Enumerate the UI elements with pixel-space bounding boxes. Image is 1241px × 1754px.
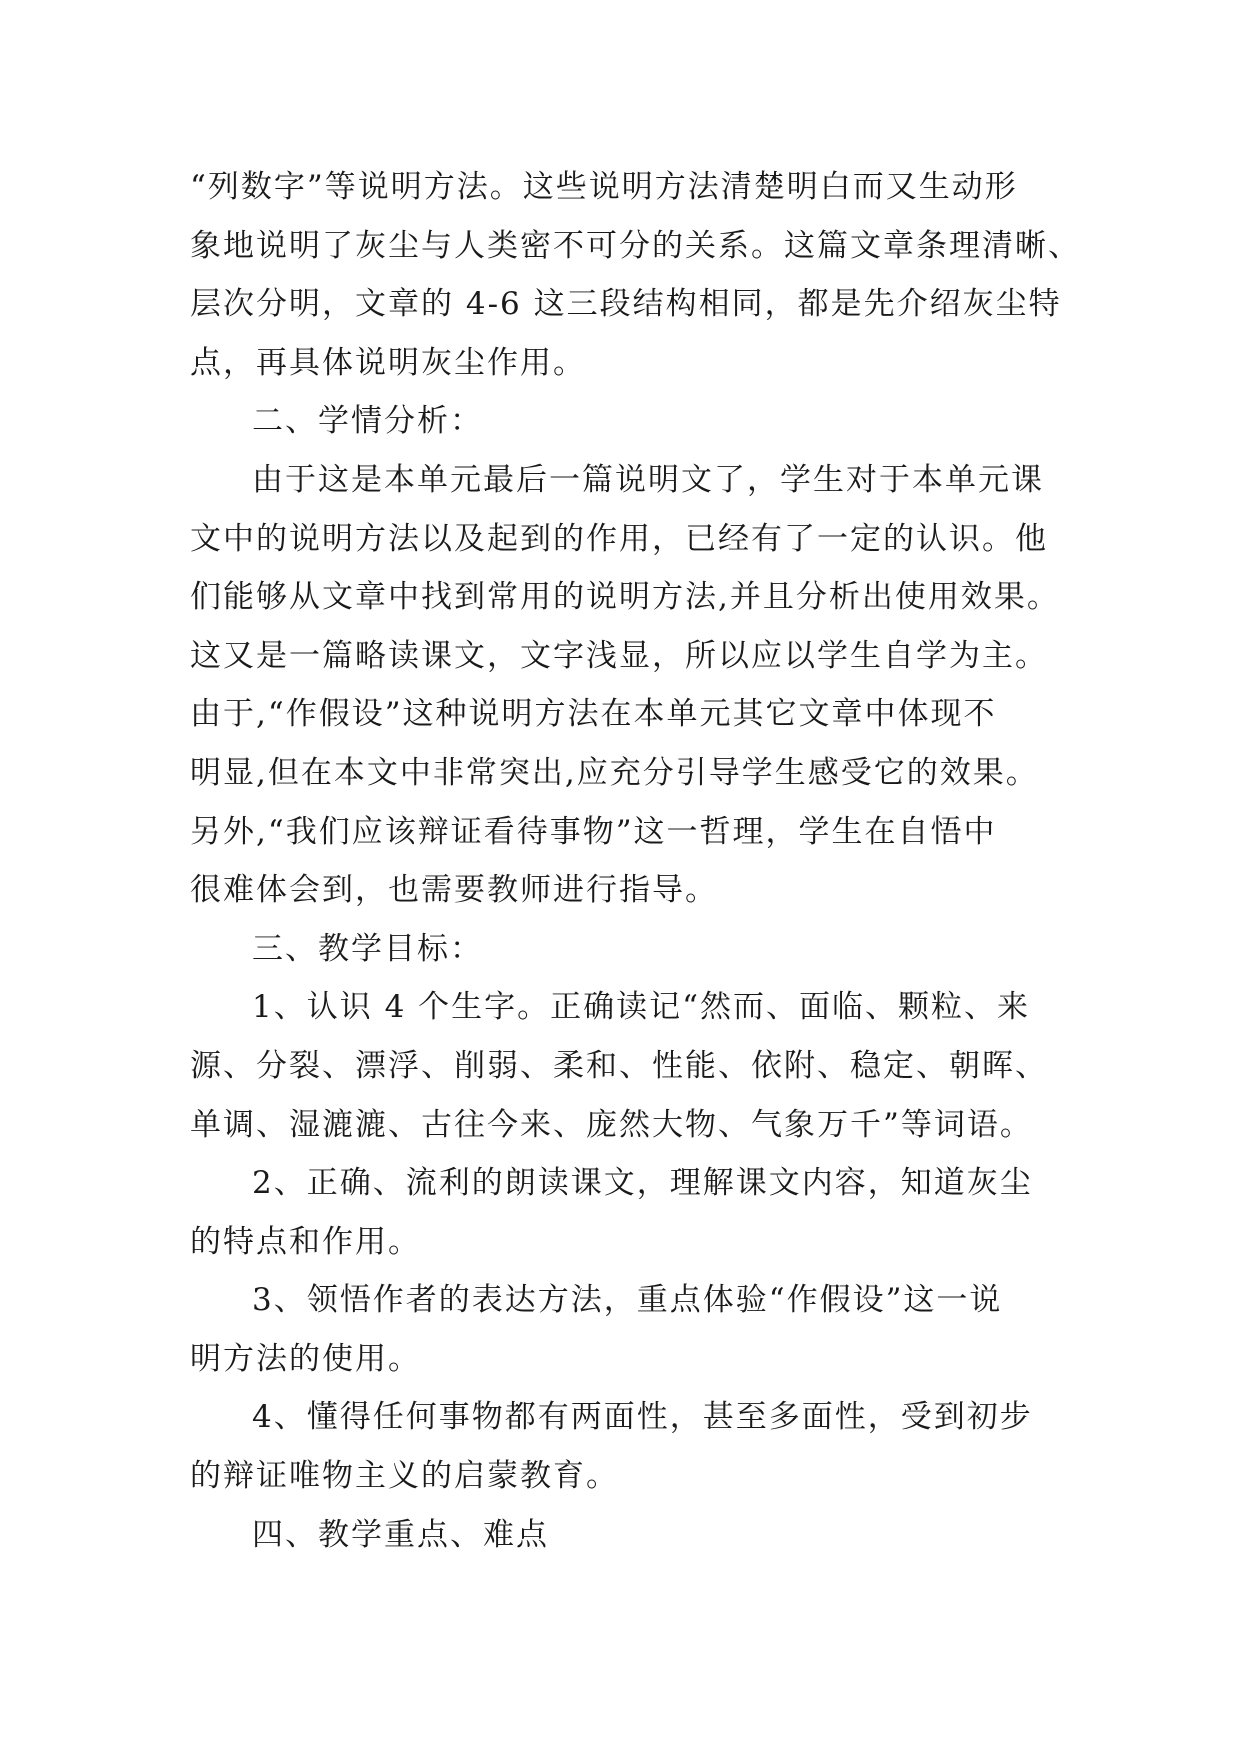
section-heading: 四、教学重点、难点 [252, 1516, 549, 1553]
list-item: 1、认识 4 个生字。正确读记“然而、面临、颗粒、来 [252, 989, 1031, 1026]
text-line: 明显,但在本文中非常突出,应充分引导学生感受它的效果。 [190, 754, 1039, 791]
text-line: 由于这是本单元最后一篇说明文了，学生对于本单元课 [252, 461, 1044, 498]
section-heading: 三、教学目标： [252, 930, 483, 967]
text-line: 点，再具体说明灰尘作用。 [190, 344, 586, 381]
list-item: 2、正确、流利的朗读课文，理解课文内容，知道灰尘 [252, 1165, 1033, 1202]
text-line: 源、分裂、漂浮、削弱、柔和、性能、依附、稳定、朝晖、 [190, 1047, 1048, 1084]
text-line: 另外,“我们应该辩证看待事物”这一哲理，学生在自悟中 [190, 813, 997, 850]
text-line: 文中的说明方法以及起到的作用，已经有了一定的认识。他 [190, 520, 1048, 557]
text-line: 很难体会到，也需要教师进行指导。 [190, 872, 718, 909]
text-line: 由于,“作假设”这种说明方法在本单元其它文章中体现不 [190, 696, 997, 733]
text-line: 层次分明，文章的 4-6 这三段结构相同，都是先介绍灰尘特 [190, 286, 1062, 323]
text-line: “列数字”等说明方法。这些说明方法清楚明白而又生动形 [190, 169, 1018, 205]
text-line: 的辩证唯物主义的启蒙教育。 [190, 1458, 619, 1495]
document-body [190, 158, 1090, 1564]
text-line: 们能够从文章中找到常用的说明方法,并且分析出使用效果。 [190, 579, 1060, 616]
list-item: 3、领悟作者的表达方法，重点体验“作假设”这一说 [252, 1282, 1003, 1319]
text-line: 明方法的使用。 [190, 1340, 421, 1377]
section-heading: 二、学情分析： [252, 403, 483, 440]
text-line: 这又是一篇略读课文，文字浅显，所以应以学生自学为主。 [190, 637, 1048, 674]
list-item: 4、懂得任何事物都有两面性，甚至多面性，受到初步 [252, 1399, 1033, 1436]
text-line: 单调、湿漉漉、古往今来、庞然大物、气象万千”等词语。 [190, 1106, 1033, 1143]
text-line: 象地说明了灰尘与人类密不可分的关系。这篇文章条理清晰、 [190, 227, 1081, 264]
text-line: 的特点和作用。 [190, 1223, 421, 1260]
